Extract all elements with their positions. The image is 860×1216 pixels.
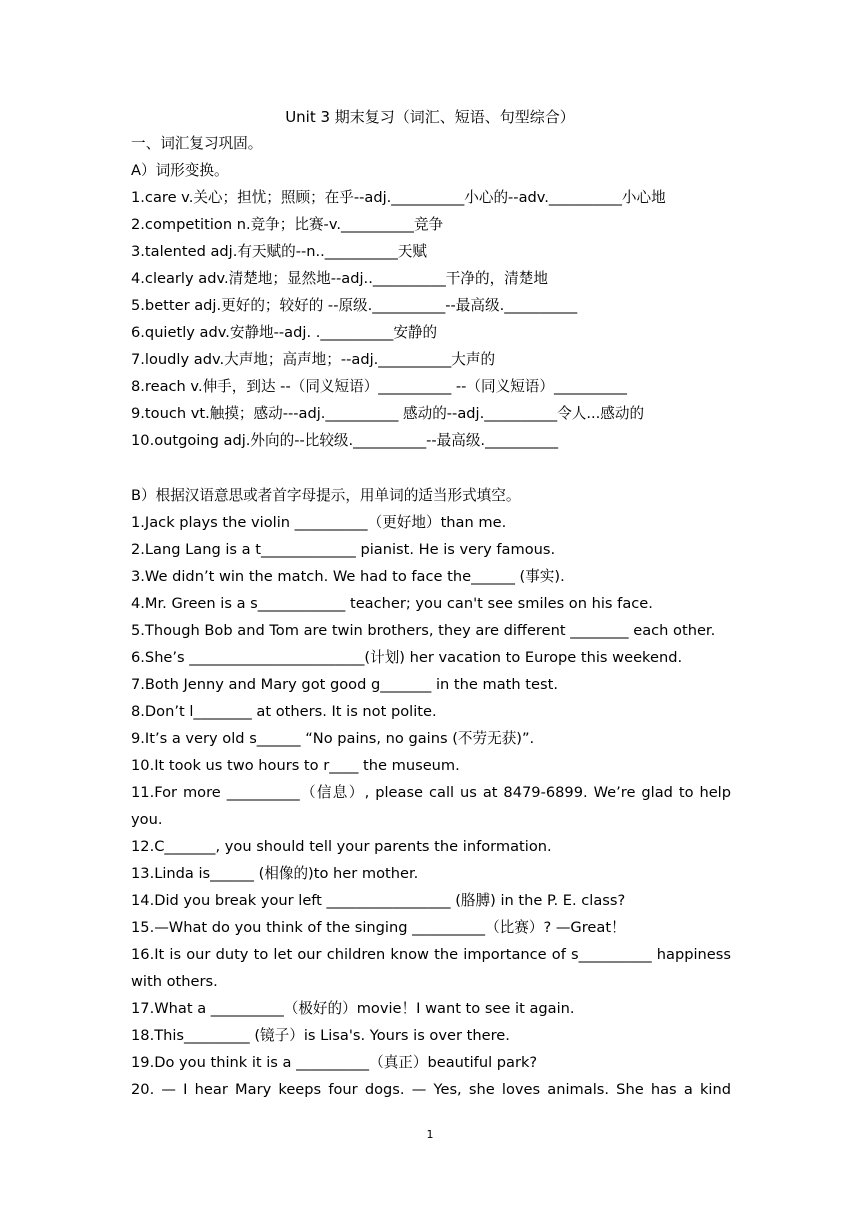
- part-a-item: 7.loudly adv.大声地；高声地；--adj.__________大声的: [131, 351, 496, 368]
- section-heading: 一、词汇复习巩固。: [131, 135, 263, 152]
- part-b-line: 15.—What do you think of the singing __________（比赛）? —Great！: [131, 919, 626, 936]
- part-b-line: 13.Linda is______ (相像的)to her mother.: [131, 865, 419, 882]
- part-b-line: 1.Jack plays the violin __________（更好地）than me.: [131, 514, 507, 531]
- part-b-line: you.: [131, 811, 163, 828]
- part-b-line: 10.It took us two hours to r____ the museum.: [131, 757, 460, 774]
- part-b-line: 20. — I hear Mary keeps four dogs. — Yes, she loves animals. She has a kind: [131, 1081, 731, 1098]
- part-b-line: 11.For more __________（信息）, please call us at 8479-6899. We’re glad to help: [131, 784, 731, 801]
- part-a-heading: A）词形变换。: [131, 162, 229, 179]
- part-a-item: 3.talented adj.有天赋的--n..__________天赋: [131, 243, 427, 260]
- part-b-line: 18.This_________ (镜子）is Lisa's. Yours is over there.: [131, 1027, 510, 1044]
- part-a-item: 6.quietly adv.安静地--adj. .__________安静的: [131, 324, 438, 341]
- document-title: Unit 3 期末复习（词汇、短语、句型综合）: [285, 108, 575, 126]
- part-b-line: 19.Do you think it is a __________（真正）beautiful park?: [131, 1054, 538, 1071]
- part-b-line: 14.Did you break your left _________________ (胳膊) in the P. E. class?: [131, 892, 626, 909]
- part-b-line: 8.Don’t l________ at others. It is not polite.: [131, 703, 437, 720]
- part-b-line: with others.: [131, 973, 218, 990]
- part-b-line: 5.Though Bob and Tom are twin brothers, they are different ________ each other.: [131, 622, 716, 639]
- part-b-line: 3.We didn’t win the match. We had to face the______ (事实).: [131, 568, 565, 585]
- page-number: 1: [426, 1128, 434, 1141]
- part-a-item: 5.better adj.更好的；较好的 --原级.__________--最高级.__________: [131, 297, 578, 314]
- part-a-item: 2.competition n.竞争；比赛-v.__________竞争: [131, 216, 444, 233]
- part-b-line: 16.It is our duty to let our children know the importance of s__________ happiness: [131, 946, 731, 963]
- part-a-item: 10.outgoing adj.外向的--比较级.__________--最高级.__________: [131, 432, 559, 449]
- part-a-item: 9.touch vt.触摸；感动---adj.__________ 感动的--adj.__________令人...感动的: [131, 405, 645, 422]
- part-a-item: 4.clearly adv.清楚地；显然地--adj..__________干净的，清楚地: [131, 270, 548, 287]
- part-b-line: 17.What a __________（极好的）movie！I want to see it again.: [131, 1000, 575, 1017]
- part-b-heading: B）根据汉语意思或者首字母提示，用单词的适当形式填空。: [131, 487, 521, 504]
- part-b-line: 6.She’s ________________________(计划) her vacation to Europe this weekend.: [131, 649, 683, 666]
- part-b-line: 9.It’s a very old s______ “No pains, no gains (不劳无获)”.: [131, 730, 535, 747]
- part-b-line: 12.C_______, you should tell your parents the information.: [131, 838, 552, 855]
- part-b-line: 7.Both Jenny and Mary got good g_______ in the math test.: [131, 676, 558, 693]
- part-b-line: 4.Mr. Green is a s____________ teacher; you can't see smiles on his face.: [131, 595, 653, 612]
- part-b-line: 2.Lang Lang is a t_____________ pianist. He is very famous.: [131, 541, 556, 558]
- part-a-item: 1.care v.关心；担忧；照顾；在乎--adj.__________小心的--adv.__________小心地: [131, 189, 666, 206]
- part-a-item: 8.reach v.伸手，到达 --（同义短语）__________ --（同义短语）__________: [131, 378, 627, 395]
